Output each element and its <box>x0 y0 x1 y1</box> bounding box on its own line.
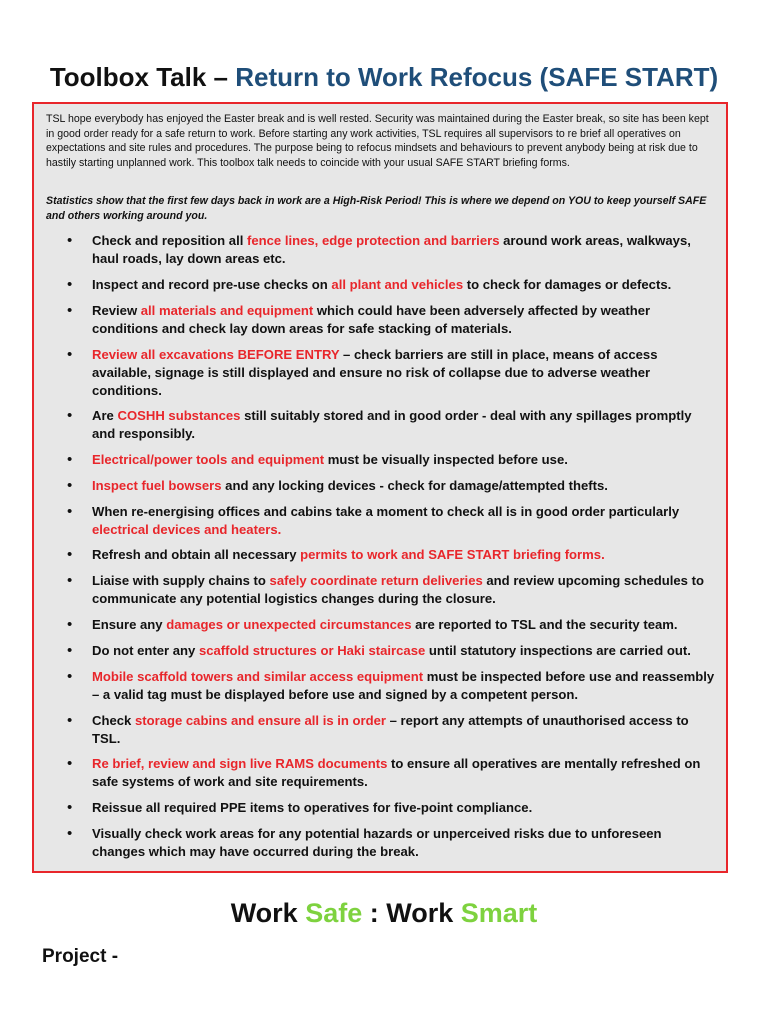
list-item-text: Ensure any damages or unexpected circumstances are reported to TSL and the security team. <box>92 617 678 632</box>
list-item-text: Review all materials and equipment which could have been adversely affected by weather conditions and check lay down areas for safe stacking of materials. <box>92 303 651 336</box>
bullet-icon: • <box>67 407 73 424</box>
bullet-icon: • <box>67 477 73 494</box>
list-item-text: Liaise with supply chains to safely coordinate return deliveries and review upcoming schedules to communicate any potential logistics changes during the closure. <box>92 573 704 606</box>
bullet-icon: • <box>67 642 73 659</box>
bullet-icon: • <box>67 755 73 772</box>
bullet-icon: • <box>67 546 73 563</box>
list-item-text: Are COSHH substances still suitably stored and in good order - deal with any spillages promptly and responsibly. <box>92 408 692 441</box>
intro-paragraph: TSL hope everybody has enjoyed the Easter break and is well rested. Security was maintained during the Easter break, so site has been kept in good order ready for a safe return to work. Before starting any work activities, TSL requires all supervisors to re brief all operatives on expectations and site rules and procedures. The purpose being to refocus mindsets and behaviours to prevent anybody being at risk due to hastily starting unplanned work. This toolbox talk needs to coincide with your usual SAFE START briefing forms. <box>46 113 709 170</box>
page-title <box>0 62 768 93</box>
bullet-icon: • <box>67 232 73 249</box>
list-item-text: Check and reposition all fence lines, edge protection and barriers around work areas, walkways, haul roads, lay down areas etc. <box>92 233 691 266</box>
list-item-text: Mobile scaffold towers and similar access equipment must be inspected before use and reassembly – a valid tag must be displayed before use and signed by a competent person. <box>92 669 715 702</box>
list-item-text: Inspect and record pre-use checks on all plant and vehicles to check for damages or defects. <box>92 277 672 292</box>
bullet-icon: • <box>67 572 73 589</box>
bullet-icon: • <box>67 712 73 729</box>
list-item-text: Review all excavations BEFORE ENTRY – check barriers are still in place, means of access available, signage is still displayed and ensure no risk of collapse due to adverse weather conditions. <box>92 347 658 398</box>
briefing-box <box>32 102 728 873</box>
list-item-text: When re-energising offices and cabins take a moment to check all is in good order particularly electrical devices and heaters. <box>92 504 680 537</box>
motto: Work Safe : Work Smart <box>230 898 538 928</box>
list-item-text: Visually check work areas for any potential hazards or unperceived risks due to unforeseen changes which may have occurred during the break. <box>92 826 662 859</box>
bullet-icon: • <box>67 825 73 842</box>
project-label: Project - <box>42 946 119 967</box>
list-item-text: Check storage cabins and ensure all is in order – report any attempts of unauthorised access to TSL. <box>92 713 689 746</box>
bullet-icon: • <box>67 799 73 816</box>
bullet-icon: • <box>67 451 73 468</box>
bullet-icon: • <box>67 668 73 685</box>
title-prefix: Toolbox Talk – <box>49 62 236 92</box>
statistic-note: Statistics show that the first few days back in work are a High-Risk Period! This is where we depend on YOU to keep yourself SAFE and others working around you. <box>46 195 707 222</box>
bullet-icon: • <box>67 616 73 633</box>
list-item-text: Re brief, review and sign live RAMS documents to ensure all operatives are mentally refreshed on safe systems of work and site requirements. <box>92 756 701 789</box>
list-item-text: Electrical/power tools and equipment must be visually inspected before use. <box>92 452 568 467</box>
title-accent: Return to Work Refocus (SAFE START) <box>235 62 719 92</box>
list-item-text: Refresh and obtain all necessary permits to work and SAFE START briefing forms. <box>92 547 605 562</box>
bullet-icon: • <box>67 302 73 319</box>
list-item-text: Do not enter any scaffold structures or Haki staircase until statutory inspections are carried out. <box>92 643 691 658</box>
bullet-icon: • <box>67 346 73 363</box>
bullet-icon: • <box>67 276 73 293</box>
list-item-text: Inspect fuel bowsers and any locking devices - check for damage/attempted thefts. <box>92 478 608 493</box>
bullet-icon: • <box>67 503 73 520</box>
list-item-text: Reissue all required PPE items to operatives for five-point compliance. <box>92 800 533 815</box>
